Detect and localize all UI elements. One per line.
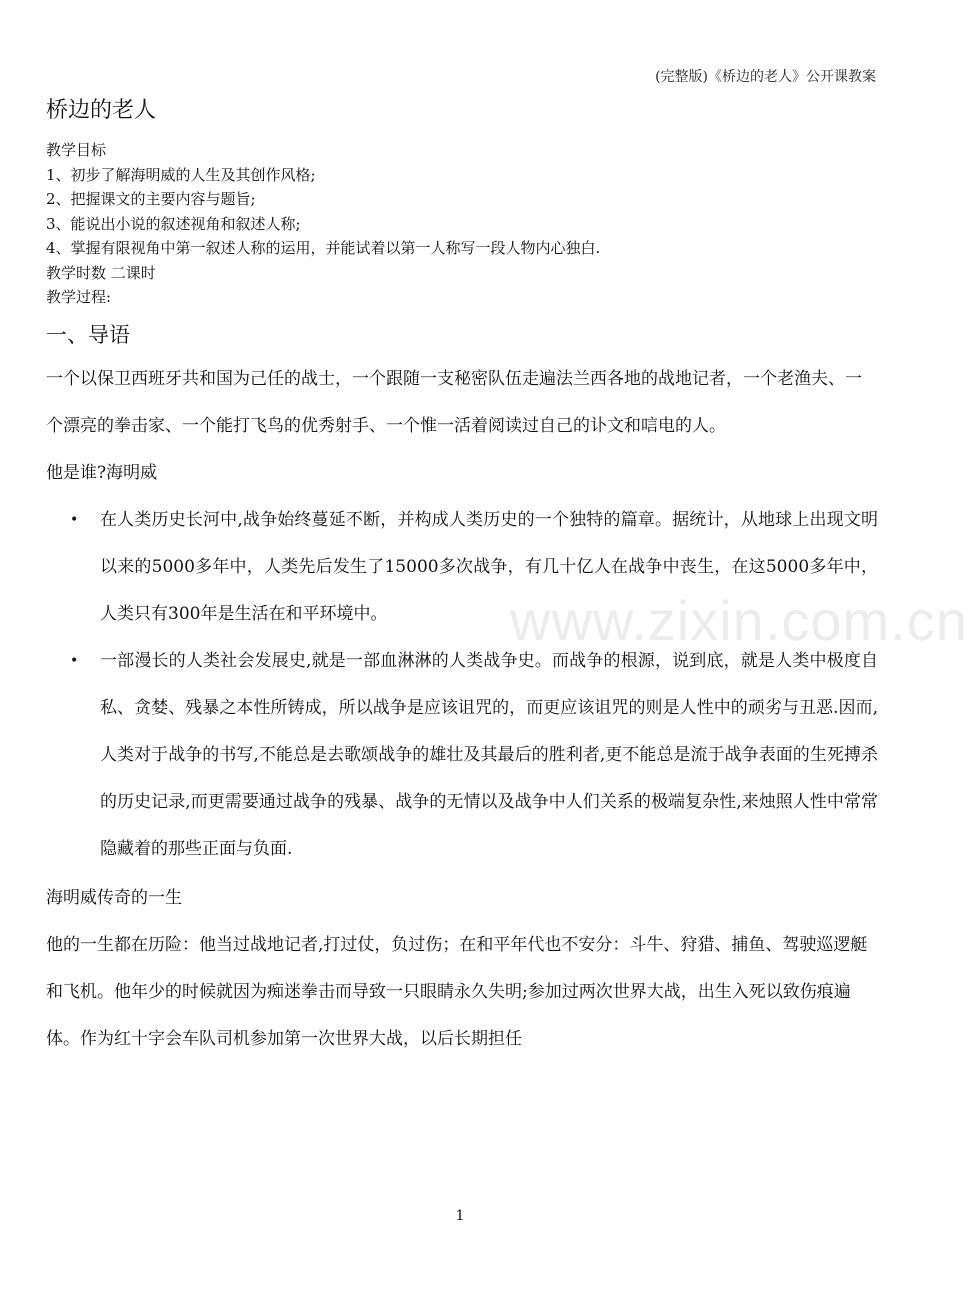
who-paragraph: 他是谁?海明威: [46, 462, 158, 483]
objective-item: 4、掌握有限视角中第一叙述人称的运用，并能试着以第一人称写一段人物内心独白.: [46, 239, 601, 257]
objectives-heading: 教学目标: [46, 141, 107, 159]
teaching-process: 教学过程:: [46, 288, 112, 306]
document-header: (完整版)《桥边的老人》公开课教案: [655, 69, 876, 85]
legend-paragraph: 他的一生都在历险：他当过战地记者,打过仗，负过伤；在和平年代也不安分：斗牛、狩猎、捕鱼、驾驶巡逻艇和飞机。他年少的时候就因为痴迷拳击而导致一只眼睛永久失明;参加过两次世界大战，出生入死以致伤痕遍体。作为红十字会车队司机参加第一次世界大战，以后长期担任: [46, 934, 868, 1049]
bullet-icon: •: [70, 511, 79, 528]
list-item-text: 在人类历史长河中,战争始终蔓延不断，并构成人类历史的一个独特的篇章。据统计，从地球上出现文明以来的5000多年中，人类先后发生了15000多次战争，有几十亿人在战争中丧生，在这5000多年中，人类只有300年是生活在和平环境中。: [100, 509, 878, 624]
bullet-list: [46, 497, 878, 873]
document-title: 桥边的老人: [46, 98, 157, 123]
objective-item: 1、初步了解海明威的人生及其创作风格;: [46, 165, 316, 184]
intro-paragraph: 一个以保卫西班牙共和国为己任的战士，一个跟随一支秘密队伍走遍法兰西各地的战地记者，一个老渔夫、一个漂亮的拳击家、一个能打飞鸟的优秀射手、一个惟一活着阅读过自己的讣文和唁电的人。: [46, 368, 862, 436]
document-body: [46, 96, 878, 1063]
objective-item: 3、能说出小说的叙述视角和叙述人称;: [46, 214, 301, 233]
watermark: www.zixin.com.cn: [510, 589, 968, 652]
objective-item: 2、把握课文的主要内容与题旨;: [46, 190, 256, 208]
list-item-text: 一部漫长的人类社会发展史,就是一部血淋淋的人类战争史。而战争的根源，说到底，就是人类中极度自私、贪婪、残暴之本性所铸成，所以战争是应该诅咒的，而更应该诅咒的则是人性中的顽劣与丑恶.因而,人类对于战争的书写,不能总是去歌颂战争的雄壮及其最后的胜利者,更不能总是流于战争表面的生死搏杀的历史记录,而更需要通过战争的残暴、战争的无情以及战争中人们关系的极端复杂性,来烛照人性中常常隐藏着的那些正面与负面.: [100, 650, 878, 859]
list-item: [70, 638, 878, 873]
teaching-hours: 教学时数 二课时: [46, 263, 156, 282]
section-heading-intro: 一、导语: [46, 322, 130, 347]
list-item: [70, 497, 878, 638]
bullet-icon: •: [70, 652, 79, 669]
legend-heading: 海明威传奇的一生: [46, 887, 182, 908]
page-number: 1: [455, 1208, 465, 1224]
